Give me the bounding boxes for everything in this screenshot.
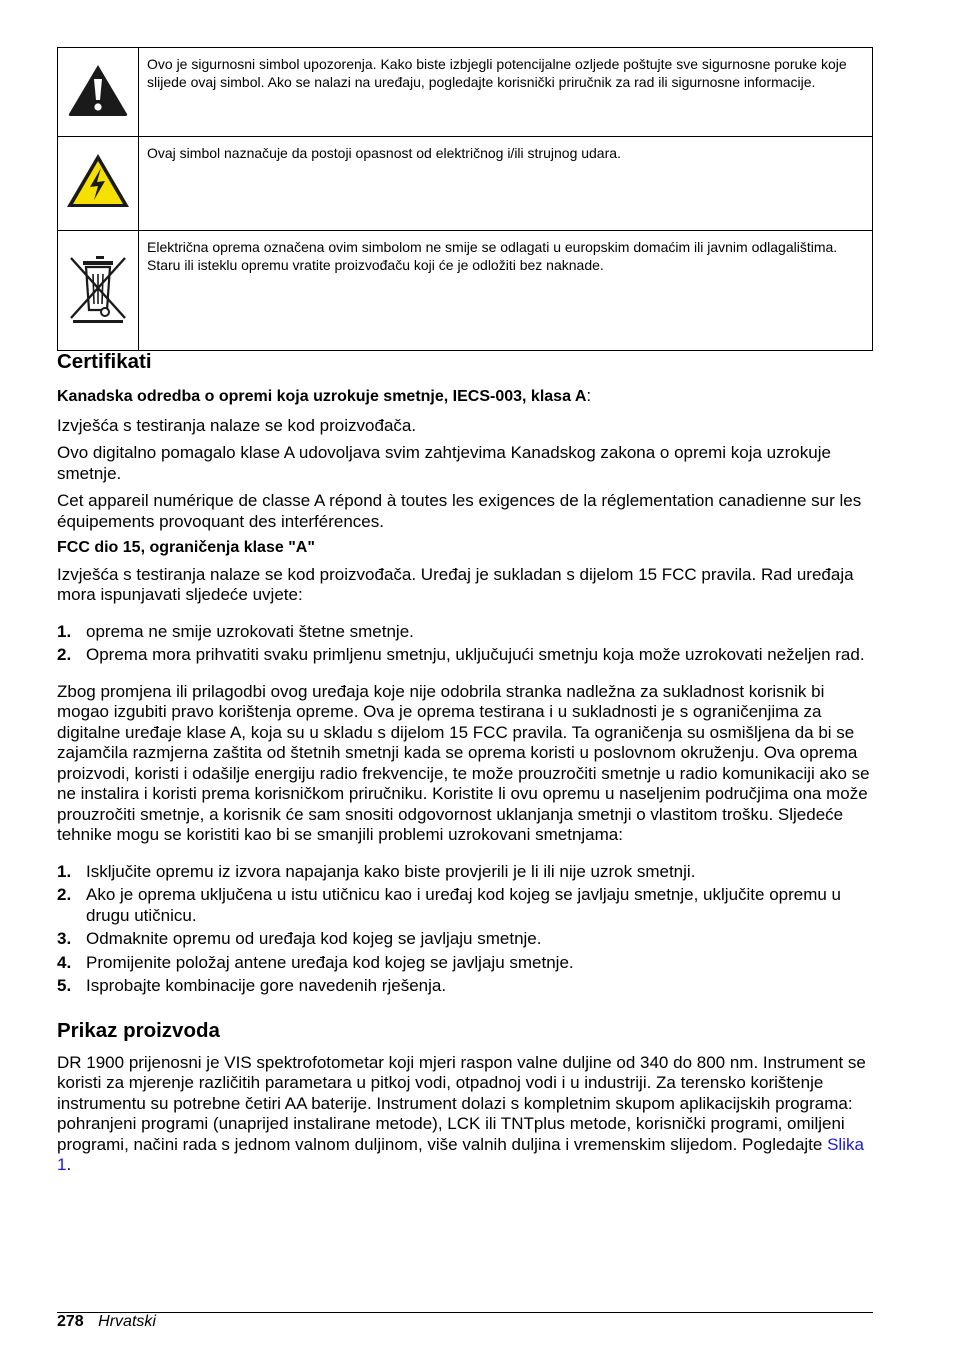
- crossed-bin-weee-icon: [65, 311, 131, 328]
- safety-symbols-table: [57, 47, 873, 351]
- paragraph: Zbog promjena ili prilagodbi ovog uređaja koje nije odobrila stranka nadležna za sukladnost korisnik bi mogao izgubiti pravo korištenja opreme. Ova je oprema testirana i u sukladnosti je s ograničenjima za digitalne uređaje klase A, koja su u skladu s dijelom 15 FCC pravila. Ta ograničenja su osmišljena da bi se zajamčila razmjerna zaštita od štetnih smetnji kada se oprema koristi u poslovnom okruženju. Ova oprema proizvodi, koristi i odašilje energiju radio frekvencije, te može prouzročiti smetnje u radio komunikaciji ako se ne instalira i koristi prema korisničkom priručniku. Koristite li ovu opremu u naseljenim područjima ona može prouzročiti smetnje, a korisnik će sam snositi odgovornost uklanjanja smetnji o vlastitom trošku. Sljedeće tehnike mogu se koristiti kao bi se smanjili problemi uzrokovani smetnjama:: [57, 681, 870, 844]
- paragraph: Cet appareil numérique de classe A répond à toutes les exigences de la réglementation canadienne sur les équipements provoquant des interférences.: [57, 491, 862, 531]
- footer-divider: [57, 1312, 873, 1313]
- list-number: 2.: [57, 645, 72, 664]
- list-number: 5.: [57, 976, 72, 995]
- page-content: [57, 348, 873, 1176]
- symbol-description: Ovo je sigurnosni simbol upozorenja. Kako biste izbjegli potencijalne ozljede poštujte sve sigurnosne poruke koje slijede ovaj simbol. Ako se nalazi na uređaju, pogledajte korisnički priručnik za rad ili sigurnosne informacije.: [139, 48, 873, 137]
- canada-regulation-title: [57, 386, 873, 408]
- list-text: Isprobajte kombinacije gore navedenih rješenja.: [86, 976, 447, 995]
- section-heading-certifikati: Certifikati: [57, 350, 152, 373]
- symbol-row: [58, 48, 873, 137]
- list-number: 1.: [57, 621, 72, 641]
- list-number: 1.: [57, 861, 72, 881]
- footer-language: Hrvatski: [98, 1313, 156, 1330]
- interference-techniques-list: [57, 862, 873, 997]
- warning-triangle-icon: [67, 105, 129, 122]
- list-text: Isključite opremu iz izvora napajanja kako biste provjerili je li ili nije uzrok smetnji.: [86, 861, 696, 881]
- paragraph: Izvješća s testiranja nalaze se kod proizvođača.: [57, 415, 417, 435]
- list-number: 2.: [57, 885, 72, 904]
- list-item: [57, 976, 873, 997]
- fcc-title: FCC dio 15, ograničenja klase "A": [57, 539, 315, 556]
- canada-title-text: Kanadska odredba o opremi koja uzrokuje smetnje, IECS-003, klasa A: [57, 388, 587, 405]
- symbol-icon-cell: [58, 48, 139, 137]
- list-number: 4.: [57, 952, 72, 972]
- figure-link[interactable]: Slika 1: [57, 1134, 864, 1174]
- list-text: Ako je oprema uključena u istu utičnicu kao i uređaj kod kojeg se javljaju smetnje, uključite opremu u drugu utičnicu.: [86, 885, 842, 925]
- list-item: [57, 885, 873, 926]
- fcc-conditions-list: [57, 622, 873, 666]
- list-item: [57, 953, 873, 974]
- product-text: DR 1900 prijenosni je VIS spektrofotometar koji mjeri raspon valne duljine od 340 do 800 nm. Instrument se koristi za mjerenje različitih parametara u pitkoj vodi, otpadnoj vodi i u industriji. Za terensko korištenje instrumentu su potrebne četiri AA baterije. Instrument dolazi s kompletnim skupom aplikacijskih programa: pohranjeni programi (unaprijed instalirane metode), LCK ili TNTplus metode, korisnički programi, omiljeni programi, načini rada s jednom valnom duljinom, više valnih duljina i vremenskim slijedom. Pogledajte: [57, 1052, 866, 1154]
- symbol-row: [58, 137, 873, 231]
- list-text: Promijenite položaj antene uređaja kod kojeg se javljaju smetnje.: [86, 952, 574, 972]
- list-item: [57, 645, 873, 666]
- canada-title-colon: :: [586, 386, 592, 405]
- product-text-end: .: [66, 1155, 72, 1174]
- symbol-description: Ovaj simbol naznačuje da postoji opasnost od električnog i/ili strujnog udara.: [139, 137, 873, 231]
- list-text: Odmaknite opremu od uređaja kod kojeg se javljaju smetnje.: [86, 929, 542, 948]
- symbol-icon-cell: [58, 231, 139, 351]
- symbol-row: [58, 231, 873, 351]
- page-footer: [57, 1313, 156, 1331]
- list-number: 3.: [57, 929, 72, 948]
- list-text: Oprema mora prihvatiti svaku primljenu smetnju, uključujući smetnju koja može uzrokovati neželjen rad.: [86, 645, 865, 664]
- paragraph: Izvješća s testiranja nalaze se kod proizvođača. Uređaj je sukladan s dijelom 15 FCC pravila. Rad uređaja mora ispunjavati sljedeće uvjete:: [57, 564, 854, 604]
- paragraph: Ovo digitalno pomagalo klase A udovoljava svim zahtjevima Kanadskog zakona o opremi koja uzrokuje smetnje.: [57, 443, 831, 483]
- section-heading-prikaz-proizvoda: Prikaz proizvoda: [57, 1018, 220, 1042]
- symbol-description: Električna oprema označena ovim simbolom ne smije se odlagati u europskim domaćim ili javnim odlagalištima. Staru ili isteklu opremu vratite proizvođaču koji će je odložiti bez naknade.: [139, 231, 873, 351]
- page-number: 278: [57, 1313, 84, 1330]
- product-paragraph: [57, 1053, 873, 1176]
- symbol-icon-cell: [58, 137, 139, 231]
- list-item: [57, 929, 873, 950]
- list-text: oprema ne smije uzrokovati štetne smetnje.: [86, 621, 414, 641]
- list-item: [57, 862, 873, 883]
- list-item: [57, 622, 873, 643]
- electrical-hazard-icon: [65, 197, 131, 214]
